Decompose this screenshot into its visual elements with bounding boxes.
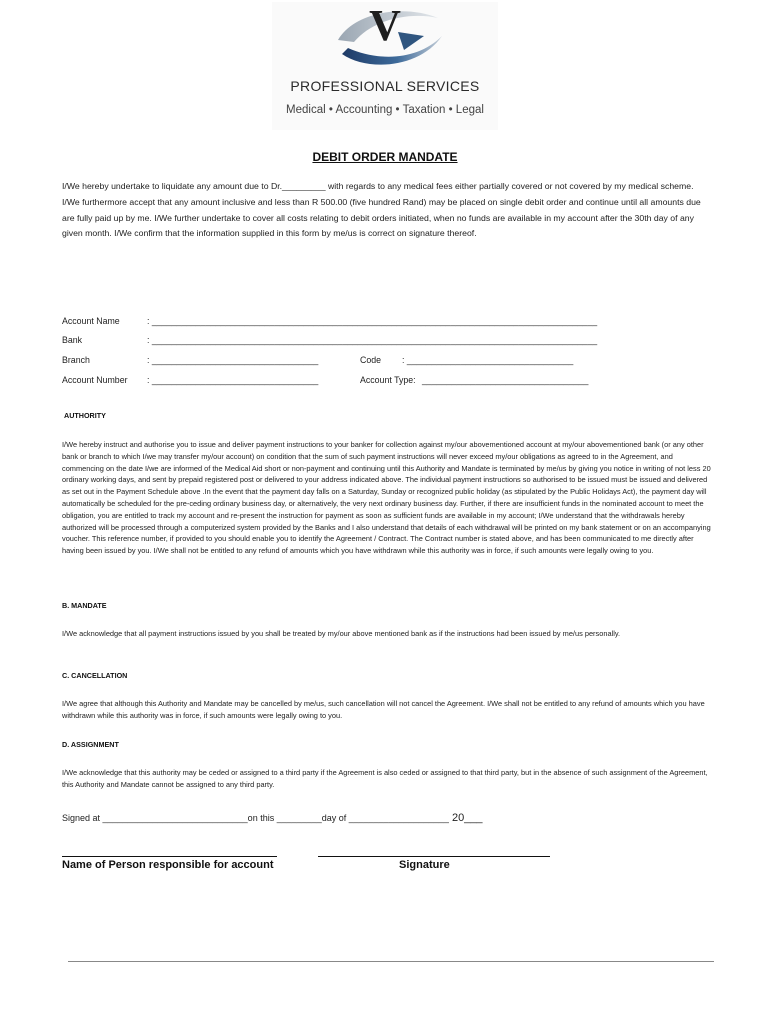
document-title: DEBIT ORDER MANDATE <box>312 150 458 164</box>
company-logo <box>272 2 498 130</box>
authority-paragraph: I/We hereby instruct and authorise you to issue and deliver payment instructions to your banker for collection against my/our abovementioned account at my/our abovementioned bank (or any other bank or branch to which I/we may transfer my/our account) on condition that the sum of such payment instructions will never exceed my/our obligations as agreed to in the Agreement, and commencing on the date I/we are informed of the Medical Aid short or non-payment and continuing until this Authority and Mandate is terminated by me/us by giving you notice in writing of not less 20 ordinary working days, and sent by prepaid registered post or delivered to your address indicated above. The individual payment instructions so authorised to be issued must be issued and delivered as set out in the Payment Schedule above .In the event that the payment day falls on a Saturday, Sunday or recognized public holiday (as stipulated by the Public Holidays Act), the payment day will automatically be scheduled for the pre-ceding ordinary business day, or alternatively, the very next ordinary business day. Further, if there are insufficient funds in the nominated account to meet the obligation, you are entitled to track my account and re-present the instruction for payment as soon as sufficient funds are available in my account; I/We understand that the withdrawals hereby authorized will be processed through a computerized system provided by the Banks and I also understand that details of each withdrawal will be printed on my bank statement or on an accompanying voucher. This reference number, if provided to you should enable you to identify the Agreement / Contract. The Contract number is stated above, and has been communicated to me directly after having been issued by you. I/We shall not be entitled to any refund of amounts which you have withdrawn while this authority was in force, if such amounts were legally owing to you. <box>62 440 711 556</box>
signature-label: Signature <box>399 859 450 871</box>
company-tagline: Medical • Accounting • Taxation • Legal <box>286 104 484 116</box>
account-type-label: Account Type: <box>360 375 416 385</box>
account-number-label: Account Number <box>62 375 128 385</box>
account-type-field[interactable]: __________________________________ <box>422 375 589 385</box>
code-field[interactable]: : __________________________________ <box>402 355 574 365</box>
account-number-field[interactable]: : __________________________________ <box>147 375 319 385</box>
assignment-heading: D. ASSIGNMENT <box>62 740 119 749</box>
bank-field[interactable]: : ___________________________________________________________________________________________ <box>147 335 598 345</box>
signed-year: 20___ <box>448 812 483 824</box>
branch-field[interactable]: : __________________________________ <box>147 355 319 365</box>
mandate-heading: B. MANDATE <box>62 601 107 610</box>
signed-at-line[interactable] <box>62 812 483 824</box>
cancellation-heading: C. CANCELLATION <box>62 671 128 680</box>
signed-at-text: Signed at _____________________________on this _________day of ____________________ <box>62 813 449 823</box>
logo-letter: V <box>369 1 401 50</box>
intro-paragraph: I/We hereby undertake to liquidate any amount due to Dr._________ with regards to any medical fees either partially covered or not covered by my medical scheme. I/We furthermore accept that any amount inclusive and less than R 500.00 (five hundred Rand) may be placed on single debit order and continue until all amounts due are fully paid up by me. I/We further undertake to cover all costs relating to debit orders initiated, when no funds are available in my account after the 30th day of any given month. I/We confirm that the information supplied in this form by me/us is correct on signature thereof. <box>62 181 701 239</box>
name-signature-line[interactable] <box>62 856 277 857</box>
signature-line[interactable] <box>318 856 550 857</box>
company-name: PROFESSIONAL SERVICES <box>290 78 480 94</box>
cancellation-paragraph: I/We agree that although this Authority and Mandate may be cancelled by me/us, such cancellation will not cancel the Agreement. I/We shall not be entitled to any refund of amounts which you have withdrawn while this authority was in force, if such amounts were legally owing to you. <box>62 699 705 720</box>
assignment-paragraph: I/We acknowledge that this authority may be ceded or assigned to a third party if the Agreement is also ceded or assigned to that third party, but in the absence of such assignment of the Agreement, this Authority and Mandate cannot be assigned to any third party. <box>62 768 708 789</box>
account-name-field[interactable]: : ___________________________________________________________________________________________ <box>147 316 598 326</box>
authority-heading: AUTHORITY <box>64 411 106 420</box>
account-name-label: Account Name <box>62 316 120 326</box>
code-label: Code <box>360 355 382 365</box>
name-of-person-label: Name of Person responsible for account <box>62 859 274 871</box>
footer-divider <box>68 961 714 962</box>
mandate-paragraph: I/We acknowledge that all payment instructions issued by you shall be treated by my/our above mentioned bank as if the instructions had been issued by me/us personally. <box>62 629 621 638</box>
branch-label: Branch <box>62 355 90 365</box>
bank-label: Bank <box>62 335 83 345</box>
